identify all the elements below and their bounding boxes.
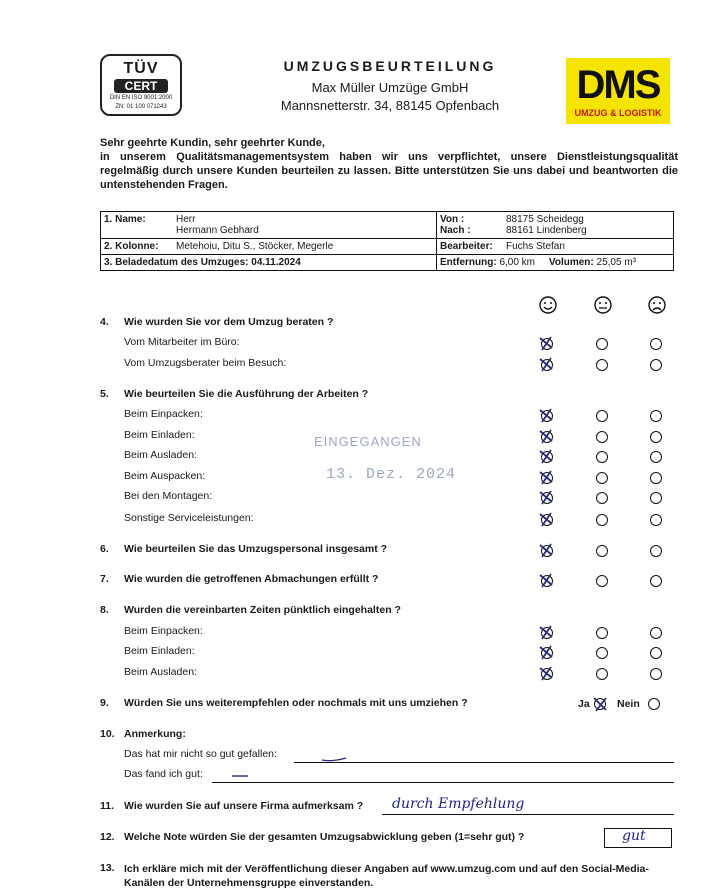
q5-number: 5. <box>100 388 109 400</box>
company-address: Mannsnetterstr. 34, 88145 Opfenbach <box>280 98 500 113</box>
q10-line-gut[interactable] <box>212 782 674 783</box>
entfernung-label: Entfernung: <box>440 257 497 268</box>
rating-radio[interactable] <box>596 575 608 587</box>
salutation: Sehr geehrte Kundin, sehr geehrter Kunde, <box>100 137 325 149</box>
bearbeiter-label: Bearbeiter: <box>440 241 493 252</box>
zn-text: ZN: 01 100 071243 <box>115 104 167 110</box>
q8-number: 8. <box>100 604 109 616</box>
rating-radio[interactable] <box>650 338 662 350</box>
q5-item-einpacken: Beim Einpacken: <box>124 408 203 420</box>
volumen-label: Volumen: <box>548 257 594 268</box>
kolonne-value: Metehoiu, Ditu S., Stöcker, Megerle <box>176 241 334 252</box>
rating-radio[interactable] <box>596 668 608 680</box>
q10-text: Anmerkung: <box>124 728 186 740</box>
rating-radio[interactable] <box>596 647 608 659</box>
q8-item-einpacken: Beim Einpacken: <box>124 625 203 637</box>
rating-radio[interactable] <box>650 627 662 639</box>
rating-radio[interactable] <box>650 647 662 659</box>
q8-item-einladen: Beim Einladen: <box>124 645 195 657</box>
q9-nein-radio[interactable] <box>648 698 660 710</box>
q10-item-gut: Das fand ich gut: <box>124 768 203 780</box>
q5-item-einladen: Beim Einladen: <box>124 429 195 441</box>
von-value: 88175 Scheidegg <box>506 214 584 225</box>
handwritten-check-mark <box>537 468 555 486</box>
intro-text <box>100 136 678 192</box>
q9-ja-checkmark <box>590 694 610 714</box>
rating-radio[interactable] <box>596 410 608 422</box>
q5-text: Wie beurteilen Sie die Ausführung der Arbeiten ? <box>124 388 369 400</box>
smile-icon <box>538 295 558 315</box>
rating-radio[interactable] <box>596 492 608 504</box>
q7-text: Wie wurden die getroffenen Abmachungen erfüllt ? <box>124 573 379 585</box>
q13-text: Ich erkläre mich mit der Veröffentlichung dieser Angaben auf www.umzug.com und auf den Social-Media-Kanälen der Unternehmensgruppe einverstanden. <box>124 863 649 889</box>
handwritten-check-mark <box>537 447 555 465</box>
name-label: 1. Name: <box>104 214 146 225</box>
handwritten-check-mark <box>537 355 555 373</box>
q12-answer: gut <box>622 828 646 844</box>
rating-radio[interactable] <box>650 545 662 557</box>
tuv-cert-logo <box>100 54 182 116</box>
rating-radio[interactable] <box>650 359 662 371</box>
dms-logo-subtitle: UMZUG & LOGISTIK <box>574 108 662 118</box>
q6-text: Wie beurteilen Sie das Umzugspersonal insgesamt ? <box>124 543 388 555</box>
handwritten-check-mark <box>537 541 555 559</box>
customer-name: Hermann Gebhard <box>176 225 259 236</box>
received-date: 13. Dez. 2024 <box>326 466 457 483</box>
neutral-icon <box>593 295 613 315</box>
q6-number: 6. <box>100 543 109 555</box>
q4-item-besuch: Vom Umzugsberater beim Besuch: <box>124 357 287 369</box>
customer-info-table <box>100 211 674 271</box>
q12-text: Welche Note würden Sie der gesamten Umzugsabwicklung geben (1=sehr gut) ? <box>124 831 525 843</box>
q10-line-nicht-gut[interactable] <box>294 762 674 763</box>
q11-answer[interactable]: durch Empfehlung <box>392 796 525 812</box>
q10-scribble-2 <box>230 770 252 780</box>
q4-item-buero: Vom Mitarbeiter im Büro: <box>124 336 240 348</box>
rating-radio[interactable] <box>596 359 608 371</box>
handwritten-check-mark <box>537 488 555 506</box>
rating-radio[interactable] <box>650 668 662 680</box>
q11-number: 11. <box>100 800 115 812</box>
q10-item-nicht-gut: Das hat mir nicht so gut gefallen: <box>124 748 277 760</box>
q7-number: 7. <box>100 573 109 585</box>
handwritten-check-mark <box>537 664 555 682</box>
handwritten-check-mark <box>537 510 555 528</box>
q5-item-ausladen: Beim Ausladen: <box>124 449 197 461</box>
rating-radio[interactable] <box>650 472 662 484</box>
rating-radio[interactable] <box>596 627 608 639</box>
q11-text: Wie wurden Sie auf unsere Firma aufmerksam ? <box>124 800 364 812</box>
von-label: Von : <box>440 214 465 225</box>
q4-text: Wie wurden Sie vor dem Umzug beraten ? <box>124 316 334 328</box>
q9-ja-label: Ja <box>578 698 590 710</box>
volumen-value: 25,05 m³ <box>596 257 636 268</box>
q9-text: Würden Sie uns weiterempfehlen oder nochmals mit uns umziehen ? <box>124 697 468 709</box>
q9-number: 9. <box>100 697 109 709</box>
tuv-logo-text: TÜV <box>123 60 159 77</box>
cert-logo-text: CERT <box>114 79 168 93</box>
q4-number: 4. <box>100 316 109 328</box>
datum-label: 3. Beladedatum des Umzuges: <box>104 257 249 268</box>
handwritten-check-mark <box>537 406 555 424</box>
company-name: Max Müller Umzüge GmbH <box>311 80 469 95</box>
q8-item-ausladen: Beim Ausladen: <box>124 666 197 678</box>
kolonne-label: 2. Kolonne: <box>104 241 159 252</box>
rating-radio[interactable] <box>596 338 608 350</box>
entfernung-value: 6,00 km <box>499 257 536 268</box>
q10-scribble <box>320 752 350 764</box>
rating-radio[interactable] <box>650 514 662 526</box>
bearbeiter-value: Fuchs Stefan <box>506 241 565 252</box>
rating-radio[interactable] <box>650 410 662 422</box>
dms-logo <box>566 58 670 124</box>
q11-line[interactable] <box>382 814 674 815</box>
handwritten-check-mark <box>537 571 555 589</box>
q5-item-service: Sonstige Serviceleistungen: <box>124 512 254 524</box>
handwritten-check-mark <box>537 643 555 661</box>
q13-number: 13. <box>100 862 115 874</box>
received-stamp: EINGEGANGEN <box>314 434 422 449</box>
q9-nein-label: Nein <box>617 698 640 710</box>
nach-label: Nach : <box>440 225 471 236</box>
iso-text: DIN EN ISO 9001:2000 <box>109 95 173 101</box>
q12-number: 12. <box>100 831 115 843</box>
name-title: Herr <box>176 214 196 225</box>
rating-radio[interactable] <box>596 514 608 526</box>
form-title: UMZUGSBEURTEILUNG <box>283 58 497 74</box>
rating-radio[interactable] <box>596 545 608 557</box>
frown-icon <box>647 295 667 315</box>
rating-radio[interactable] <box>596 451 608 463</box>
handwritten-check-mark <box>537 334 555 352</box>
nach-value: 88161 Lindenberg <box>506 225 587 236</box>
rating-radio[interactable] <box>596 431 608 443</box>
q5-item-montagen: Bei den Montagen: <box>124 490 213 502</box>
handwritten-check-mark <box>537 623 555 641</box>
q5-item-auspacken: Beim Auspacken: <box>124 470 206 482</box>
rating-radio[interactable] <box>596 472 608 484</box>
rating-radio[interactable] <box>650 451 662 463</box>
rating-radio[interactable] <box>650 431 662 443</box>
intro-paragraph: in unserem Qualitätsmanagementsystem haben wir uns verpflichtet, unsere Dienstleistungsqualität regelmäßig durch unsere Kunden beurteilen zu lassen. Bitte unterstützen Sie uns dabei und beantworten die untenstehenden Fragen. <box>100 151 678 191</box>
rating-radio[interactable] <box>650 492 662 504</box>
q10-number: 10. <box>100 728 115 740</box>
rating-radio[interactable] <box>650 575 662 587</box>
handwritten-check-mark <box>537 427 555 445</box>
q8-text: Wurden die vereinbarten Zeiten pünktlich eingehalten ? <box>124 604 401 616</box>
datum-value: 04.11.2024 <box>251 257 301 268</box>
dms-logo-text: DMS <box>576 63 660 107</box>
